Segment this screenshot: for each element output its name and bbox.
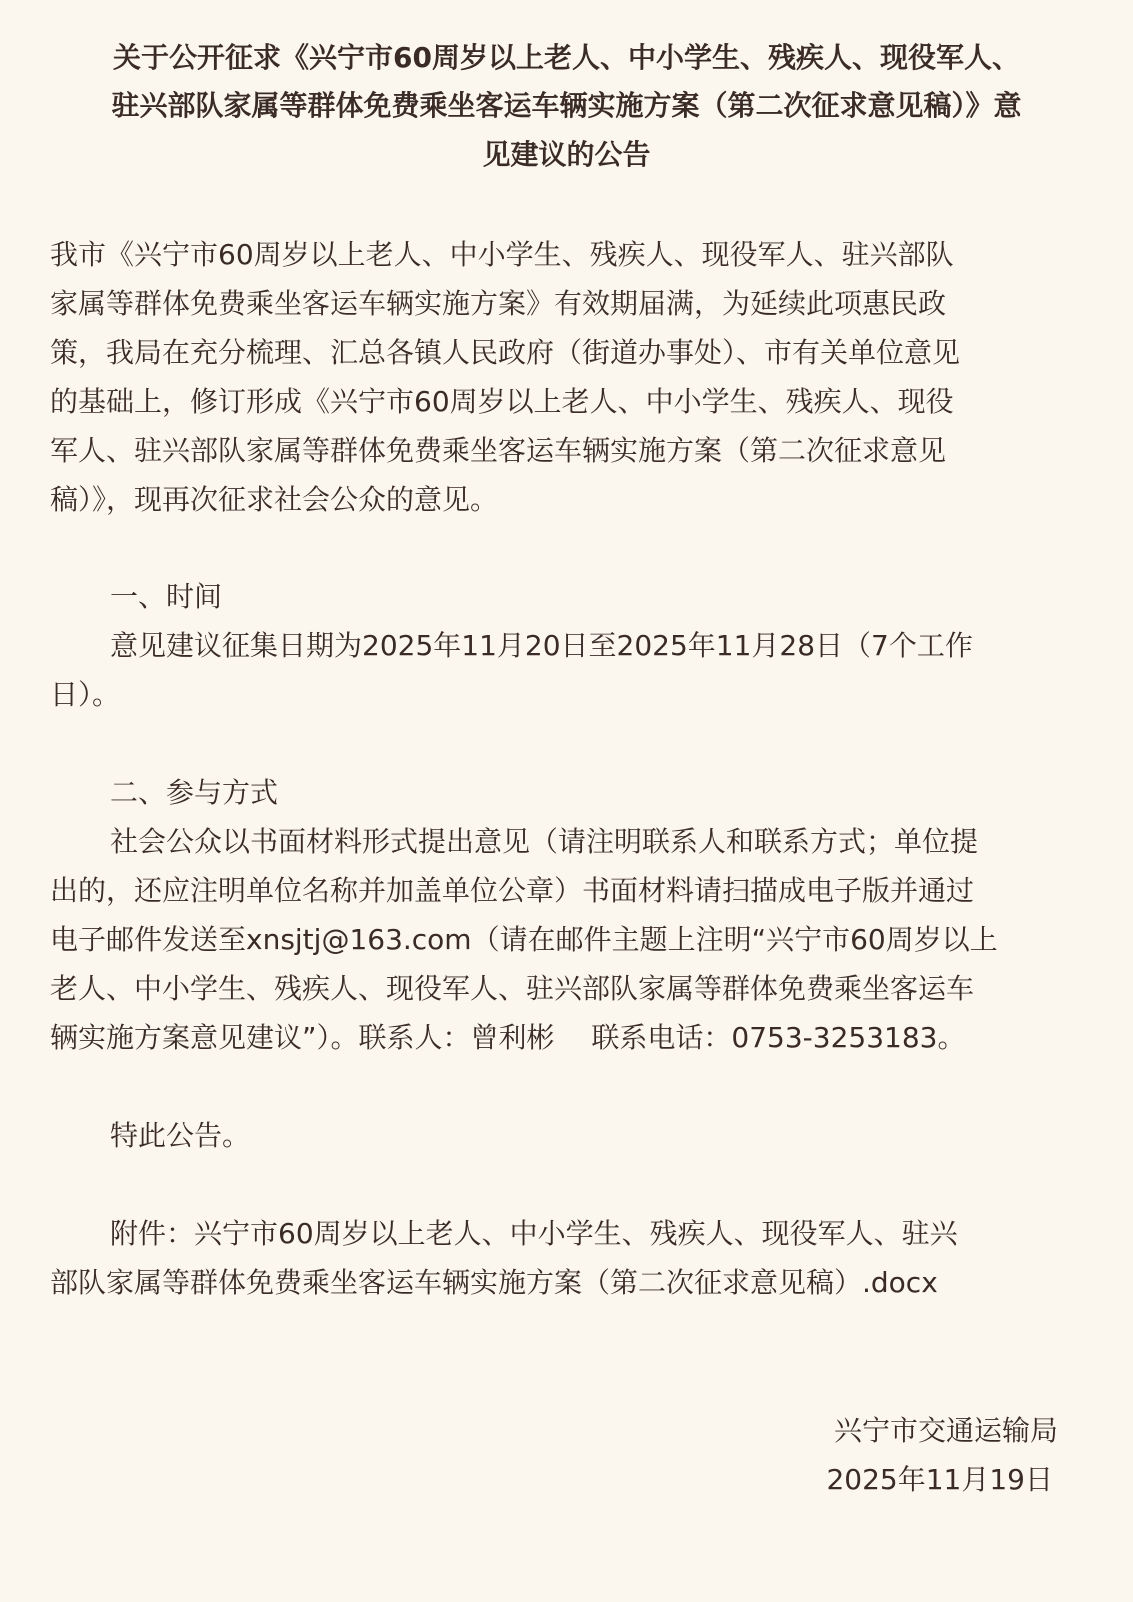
attachment-line: 部队家属等群体免费乘坐客运车辆实施方案（第二次征求意见稿）.docx	[50, 1266, 938, 1299]
closing-text: 特此公告。	[110, 1119, 251, 1152]
text-line: 日）。	[50, 678, 121, 711]
text-line: 我市《兴宁市60周岁以上老人、中小学生、残疾人、现役军人、驻兴部队	[50, 238, 954, 271]
text-line: 社会公众以书面材料形式提出意见（请注明联系人和联系方式；单位提	[110, 825, 979, 858]
text-line: 稿）》，现再次征求社会公众的意见。	[50, 483, 499, 516]
title-line: 驻兴部队家属等群体免费乘坐客运车辆实施方案（第二次征求意见稿）》意	[111, 89, 1022, 122]
attachment-line: 附件：兴宁市60周岁以上老人、中小学生、残疾人、现役军人、驻兴	[110, 1217, 958, 1250]
section-heading: 一、时间	[110, 580, 223, 613]
text-line: 老人、中小学生、残疾人、现役军人、驻兴部队家属等群体免费乘坐客运车	[50, 972, 975, 1005]
title-line: 关于公开征求《兴宁市60周岁以上老人、中小学生、残疾人、现役军人、	[113, 41, 1020, 74]
signature-date: 2025年11月19日	[826, 1463, 1053, 1496]
section-heading: 二、参与方式	[110, 776, 279, 809]
text-line: 辆实施方案意见建议”）。联系人：曾利彬 联系电话：0753-3253183。	[50, 1021, 966, 1054]
title-line: 见建议的公告	[482, 138, 651, 171]
text-line: 电子邮件发送至xnsjtj@163.com（请在邮件主题上注明“兴宁市60周岁以上	[50, 923, 998, 956]
text-line: 出的，还应注明单位名称并加盖单位公章）书面材料请扫描成电子版并通过	[50, 874, 975, 907]
text-line: 的基础上，修订形成《兴宁市60周岁以上老人、中小学生、残疾人、现役	[50, 385, 954, 418]
text-line: 军人、驻兴部队家属等群体免费乘坐客运车辆实施方案（第二次征求意见	[50, 434, 947, 467]
text-line: 策，我局在充分梳理、汇总各镇人民政府（街道办事处）、市有关单位意见	[50, 336, 961, 369]
signature-org: 兴宁市交通运输局	[833, 1414, 1058, 1447]
text-line: 家属等群体免费乘坐客运车辆实施方案》有效期届满，为延续此项惠民政	[50, 287, 947, 320]
text-line: 意见建议征集日期为2025年11月20日至2025年11月28日（7个工作	[110, 629, 973, 662]
